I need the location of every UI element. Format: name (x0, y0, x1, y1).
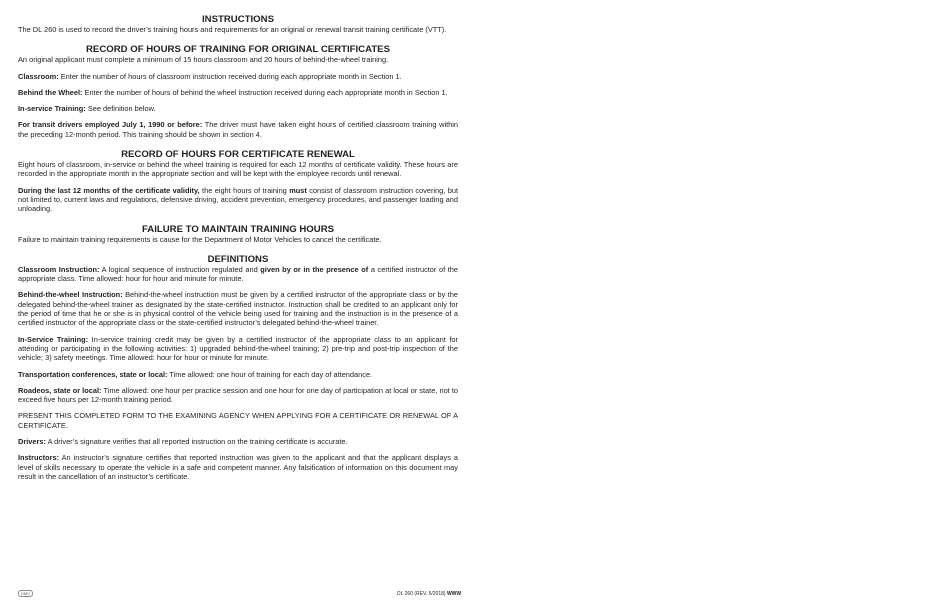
failure-heading: FAILURE TO MAINTAIN TRAINING HOURS (141, 223, 335, 235)
def-inservice-text: In-service training credit may be given by a certified instructor of the appropriate class to an applicant for attending or participating in the following activities: 1) upgraded behind-the-wheel training; 2) pre-trip and post-trip inspection of the vehicle; 3) safety meetings. Time allowed: hour for hour or minute for minute. (18, 334, 458, 363)
def-instructors-label: Instructors: (18, 453, 60, 463)
def-classroom-text-1: A logical sequence of instruction regulated and (99, 264, 261, 274)
during-text-1: the eight hours of training (199, 185, 290, 195)
def-classroom-text-2: a certified instructor of the appropriate class. Time allowed: hour for hour and minute for minute. (18, 264, 458, 284)
def-drivers-text: A driver’s signature verifies that all reported instruction on the training certificate is accurate. (45, 437, 348, 447)
def-transport-label: Transportation conferences, state or local: (18, 369, 168, 379)
def-roadeos-label: Roadeos, state or local: (18, 385, 102, 395)
form-id-text: DL 260 (REV. 5/2018) (397, 591, 447, 597)
instructions-heading: INSTRUCTIONS (202, 14, 274, 25)
def-btw-label: Behind-the-wheel Instruction: (18, 290, 123, 300)
def-inservice-paragraph (18, 335, 458, 363)
def-transport-text: Time allowed: one hour of training for each day of attendance. (167, 369, 373, 379)
def-classroom-bold: given by or in the presence of (260, 264, 369, 274)
during-label: During the last 12 months of the certificate validity, (18, 185, 200, 195)
def-inservice-label: In-Service Training: (18, 334, 89, 344)
renewal-intro: Eight hours of classroom, in-service or behind the wheel training is required for each 12 months of certificate validity. These hours are recorded in the appropriate month in the appropriate section and will be kept with the employee records until renewal. (18, 160, 458, 179)
transit-label: For transit drivers employed July 1, 1990 or before: (18, 120, 203, 130)
def-btw-text: Behind-the-wheel instruction must be given by a certified instructor of the appropriate class or by the delegated behind-the-wheel trainer as designated by the state-certified instructor. Instruction shall be credited to an applicant only for the period of time that he or she is in physical control of the vehicle being used for training and the instruction is in the presence of a certified instructor of the appropriate class or the state-certified instructor’s delegated behind-the-wheel trainer. (18, 290, 458, 328)
form-id (397, 591, 461, 597)
def-transport-paragraph (18, 370, 458, 379)
dmv-logo: DMV (18, 590, 33, 597)
renewal-heading: RECORD OF HOURS FOR CERTIFICATE RENEWAL (121, 149, 355, 161)
renewal-during-paragraph (18, 186, 458, 214)
def-btw-paragraph (18, 290, 458, 327)
def-classroom-paragraph (18, 265, 458, 284)
def-instructors-text: An instructor’s signature certifies that reported instruction was given to the applicant and that the applicant displays a level of skills necessary to operate the vehicle in a safe and competent manner. Any falsification of information on this document may result in the cancellation of an instructor’s certificate. (18, 453, 458, 481)
during-must: must (289, 185, 307, 195)
present-notice: PRESENT THIS COMPLETED FORM TO THE EXAMINING AGENCY WHEN APPLYING FOR A CERTIFICATE OR RENEWAL OF A CERTIFICATE. (18, 411, 458, 430)
btw-label: Behind the Wheel: (18, 87, 83, 97)
classroom-text: Enter the number of hours of classroom instruction received during each appropriate month in Section 1. (58, 71, 402, 81)
classroom-label: Classroom: (18, 71, 59, 81)
transit-paragraph (18, 120, 458, 139)
def-drivers-paragraph (18, 437, 458, 446)
def-drivers-label: Drivers: (18, 437, 46, 447)
inservice-label: In-service Training: (18, 104, 86, 114)
failure-text: Failure to maintain training requirements is cause for the Department of Motor Vehicles to cancel the certificate. (18, 234, 382, 244)
original-intro: An original applicant must complete a minimum of 15 hours classroom and 20 hours of behind-the-wheel training. (18, 55, 389, 65)
page-footer (0, 588, 950, 600)
def-instructors-paragraph (18, 453, 458, 481)
document-page (18, 14, 458, 481)
original-heading: RECORD OF HOURS OF TRAINING FOR ORIGINAL CERTIFICATES (86, 44, 390, 56)
definitions-heading: DEFINITIONS (207, 253, 269, 265)
def-classroom-label: Classroom Instruction: (18, 264, 100, 274)
def-roadeos-text: Time allowed: one hour per practice session and one hour for one day of participation at local or state, not to exceed five hours per 12-month training period. (18, 385, 458, 405)
btw-paragraph (18, 88, 458, 97)
inservice-paragraph (18, 104, 458, 113)
form-id-suffix: WWW (446, 591, 462, 597)
during-text-2: consist of classroom instruction covering, but not limited to, current laws and regulations, defensive driving, accident prevention, emergency procedures, and passenger loading and unloading. (18, 185, 459, 214)
btw-text: Enter the number of hours of behind the wheel instruction received during each appropriate month in Section 1. (82, 87, 448, 97)
inservice-text: See definition below. (85, 104, 156, 114)
classroom-paragraph (18, 72, 458, 81)
instructions-text: The DL 260 is used to record the driver’s training hours and requirements for an original or renewal transit training certificate (VTT). (18, 25, 447, 34)
transit-text: The driver must have taken eight hours of certified classroom training within the preceding 12-month period. This training should be shown in section 4. (18, 120, 459, 139)
def-roadeos-paragraph (18, 386, 458, 405)
